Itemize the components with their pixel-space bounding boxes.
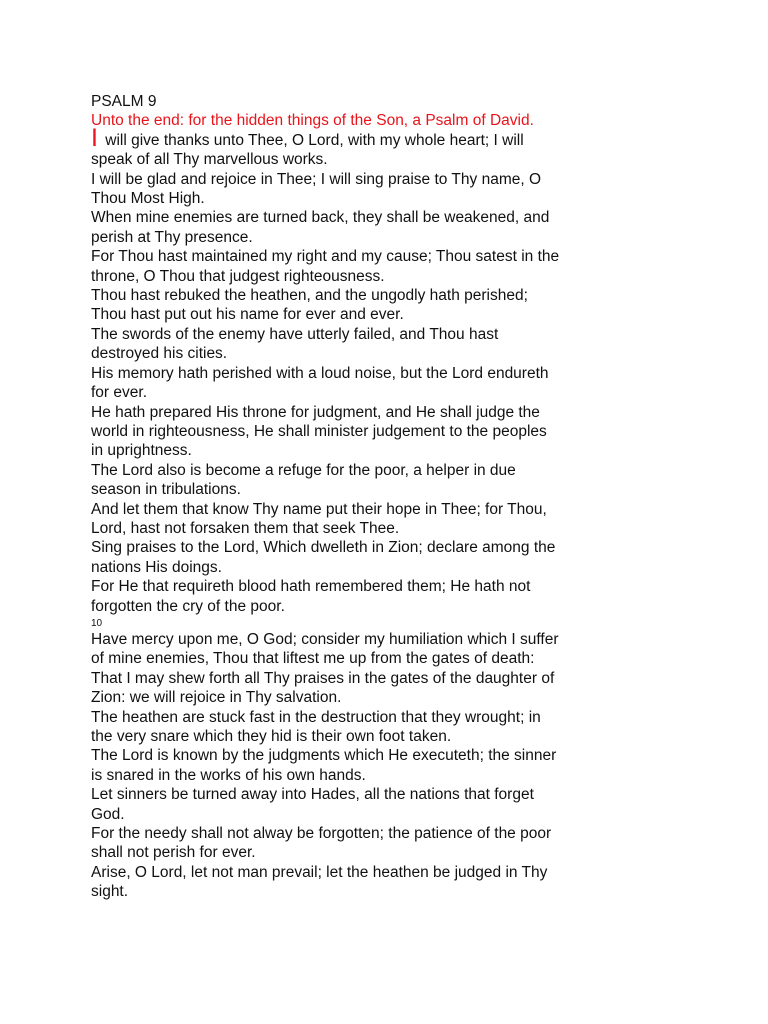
verse: That I may shew forth all Thy praises in the gates of the daughter of Zion: we will rejoice in Thy salvation. bbox=[91, 669, 555, 707]
verse: Let sinners be turned away into Hades, all the nations that forget God. bbox=[91, 786, 534, 823]
first-verse-text: will give thanks unto Thee, O Lord, with my whole heart; I will speak of all Thy marvellous works. bbox=[91, 131, 524, 169]
verse: The heathen are stuck fast in the destruction that they wrought; in the very snare which they hid is their own foot taken. bbox=[91, 708, 541, 745]
verse: Thou hast rebuked the heathen, and the ungodly hath perished; Thou hast put out his name for ever and ever. bbox=[91, 287, 528, 324]
first-verse bbox=[91, 123, 561, 170]
drop-cap: I bbox=[91, 123, 98, 152]
verse-list-a bbox=[91, 170, 561, 616]
verse: I will be glad and rejoice in Thee; I will sing praise to Thy name, O Thou Most High. bbox=[91, 170, 542, 208]
psalm-subtitle: Unto the end: for the hidden things of the Son, a Psalm of David. bbox=[91, 112, 534, 130]
verse: For Thou hast maintained my right and my cause; Thou satest in the throne, O Thou that judgest righteousness. bbox=[91, 248, 560, 285]
verse: And let them that know Thy name put their hope in Thee; for Thou, Lord, hast not forsaken them that seek Thee. bbox=[91, 500, 547, 537]
verse: Have mercy upon me, O God; consider my humiliation which I suffer of mine enemies, Thou that liftest me up from the gates of death: bbox=[91, 630, 559, 668]
verse: Sing praises to the Lord, Which dwelleth in Zion; declare among the nations His doings. bbox=[91, 539, 556, 576]
psalm-page bbox=[91, 92, 561, 902]
psalm-title: PSALM 9 bbox=[91, 93, 157, 110]
verse: Arise, O Lord, let not man prevail; let the heathen be judged in Thy sight. bbox=[91, 863, 548, 901]
verse-list-b bbox=[91, 630, 561, 902]
verse: The swords of the enemy have utterly failed, and Thou hast destroyed his cities. bbox=[91, 325, 499, 363]
verse: The Lord also is become a refuge for the poor, a helper in due season in tribulations. bbox=[91, 461, 516, 499]
verse: For the needy shall not alway be forgotten; the patience of the poor shall not perish for ever. bbox=[91, 825, 552, 862]
verse: The Lord is known by the judgments which He executeth; the sinner is snared in the works of his own hands. bbox=[91, 747, 557, 784]
verse-number: 10 bbox=[91, 617, 103, 629]
verse: When mine enemies are turned back, they shall be weakened, and perish at Thy presence. bbox=[91, 209, 550, 246]
verse: For He that requireth blood hath remembered them; He hath not forgotten the cry of the poor. bbox=[91, 578, 531, 615]
verse: His memory hath perished with a loud noise, but the Lord endureth for ever. bbox=[91, 364, 549, 402]
verse: He hath prepared His throne for judgment, and He shall judge the world in righteousness, He shall minister judgement to the peoples in uprightness. bbox=[91, 403, 547, 460]
